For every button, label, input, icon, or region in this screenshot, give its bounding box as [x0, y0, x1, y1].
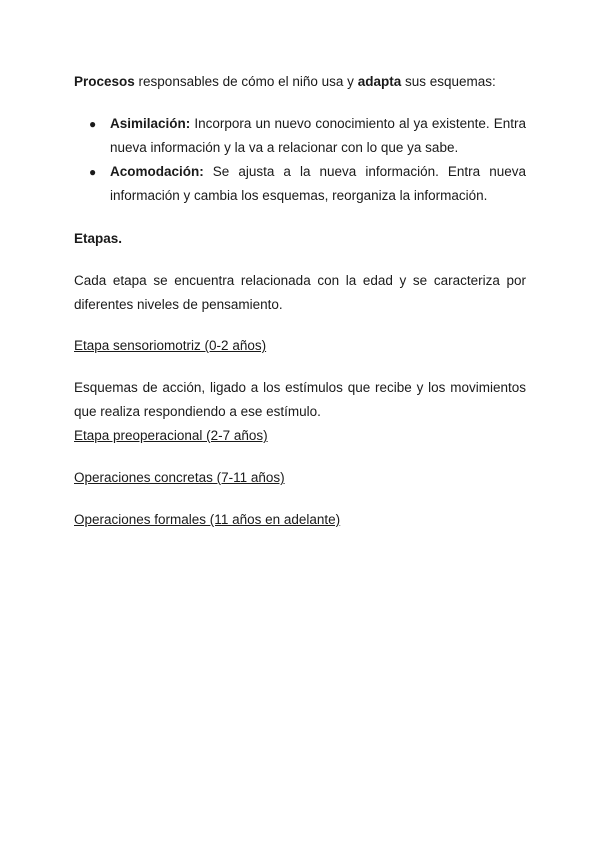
- bullet-icon: ●: [89, 117, 97, 131]
- section-heading: Etapas.: [74, 231, 123, 246]
- process-list: [74, 112, 526, 208]
- stages-description: Cada etapa se encuentra relacionada con la edad y se caracteriza por diferentes niveles de pensamiento.: [74, 273, 526, 312]
- stage-link-concretas[interactable]: Operaciones concretas (7-11 años): [74, 470, 285, 485]
- intro-text-1: responsables de cómo el niño usa y: [134, 74, 358, 89]
- stage-link-preoperacional[interactable]: Etapa preoperacional (2-7 años): [74, 428, 268, 443]
- term-asimilacion: Asimilación:: [110, 116, 191, 131]
- term-acomodacion: Acomodación:: [110, 164, 204, 179]
- definition-asimilacion: Incorpora un nuevo conocimiento al ya existente. Entra nueva información y la va a relacionar con lo que ya sabe.: [110, 116, 526, 155]
- intro-bold-procesos: Procesos: [74, 74, 135, 89]
- definition-acomodacion: Se ajusta a la nueva información. Entra nueva información y cambia los esquemas, reorganiza la información.: [110, 164, 526, 203]
- stage-link-formales[interactable]: Operaciones formales (11 años en adelante): [74, 512, 341, 527]
- intro-paragraph: [74, 70, 526, 94]
- intro-bold-adapta: adapta: [357, 74, 402, 89]
- sensoriomotriz-description: Esquemas de acción, ligado a los estímulos que recibe y los movimientos que realiza respondiendo a ese estímulo.: [74, 380, 526, 419]
- intro-text-2: sus esquemas:: [401, 74, 496, 89]
- list-item-asimilacion: [74, 112, 526, 160]
- bullet-icon: ●: [89, 165, 97, 179]
- stage-link-sensoriomotriz[interactable]: Etapa sensoriomotriz (0-2 años): [74, 338, 267, 353]
- list-item-acomodacion: [74, 160, 526, 208]
- document-page: [74, 70, 526, 532]
